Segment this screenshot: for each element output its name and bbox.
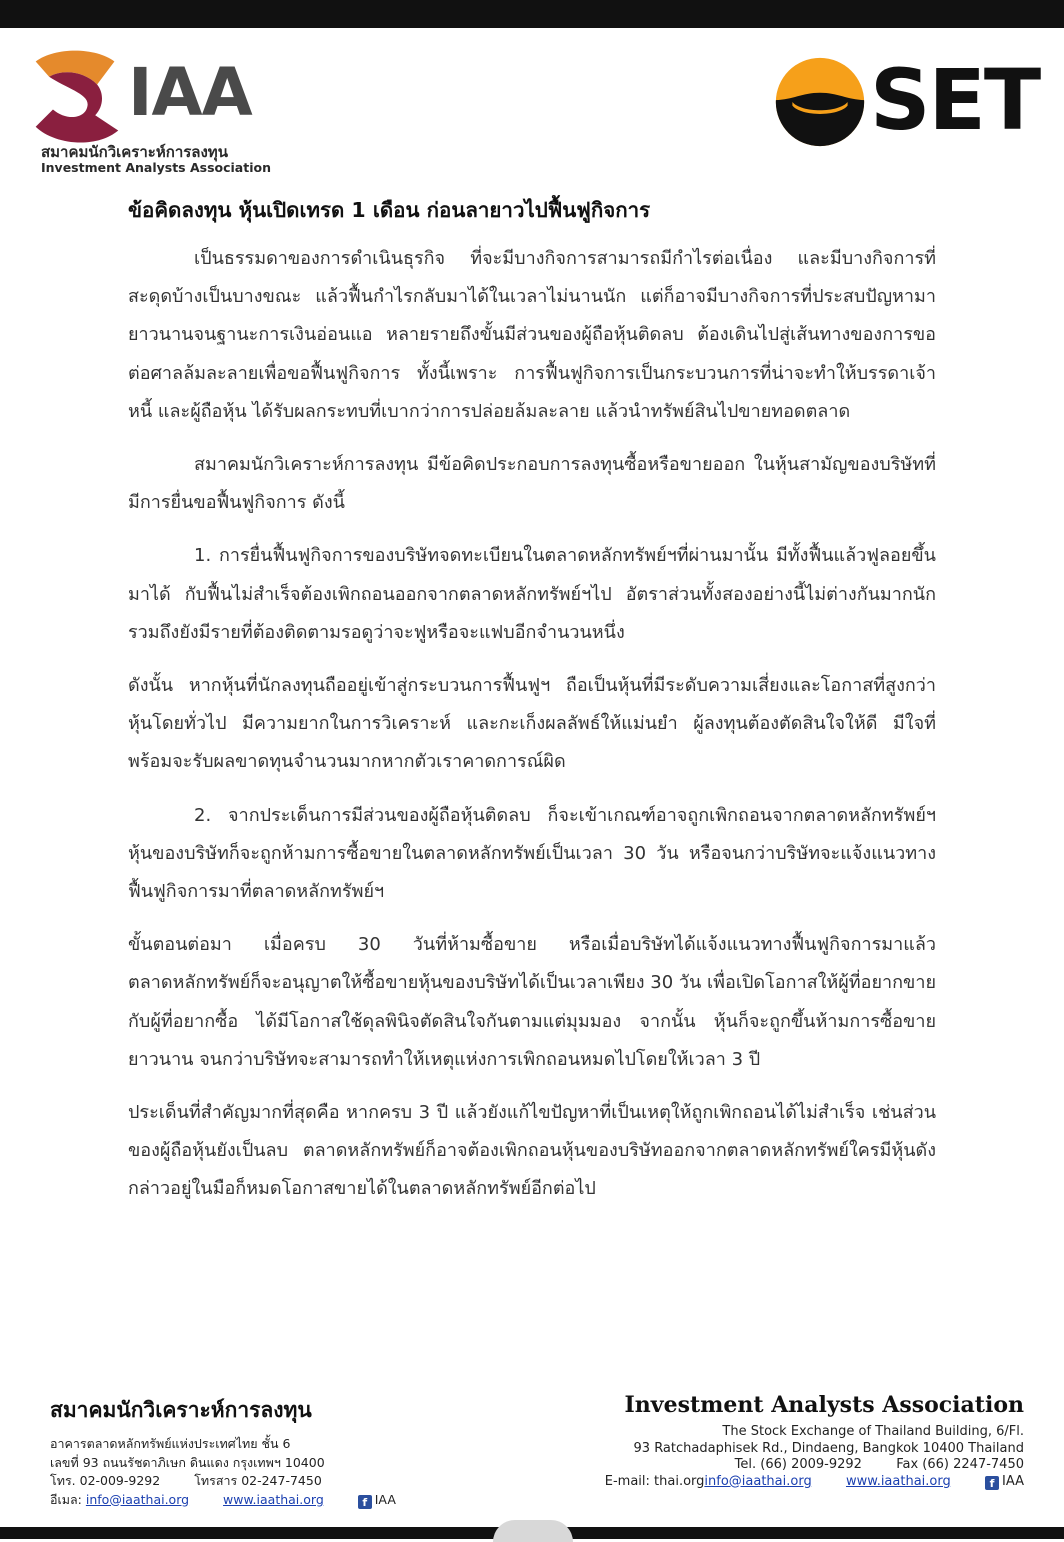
footer-thai-contact bbox=[50, 1472, 470, 1491]
footer-english-address-1: The Stock Exchange of Thailand Building, 6/Fl. bbox=[722, 1424, 1024, 1439]
footer-thai-fax: โทรสาร 02-247-7450 bbox=[194, 1473, 322, 1488]
footer-english-fax: Fax (66) 2247-7450 bbox=[896, 1457, 1024, 1472]
footer-english-tel: Tel. (66) 2009-9292 bbox=[734, 1457, 862, 1472]
paragraph: ดังนั้น หากหุ้นที่นักลงทุนถืออยู่เข้าสู่กระบวนการฟื้นฟูฯ ถือเป็นหุ้นที่มีระดับความเสี่ยงและโอกาสที่สูงกว่าหุ้นโดยทั่วไป มีความยากในการวิเคราะห์ และกะเก็งผลลัพธ์ให้แม่นยำ ผู้ลงทุนต้องตัดสินใจให้ดี มีใจที่พร้อมจะรับผลขาดทุนจำนวนมากหากตัวเราคาดการณ์ผิด bbox=[128, 675, 936, 773]
footer-thai-phone: โทร. 02-009-9292 bbox=[50, 1473, 161, 1488]
paragraph: สมาคมนักวิเคราะห์การลงทุน มีข้อคิดประกอบการลงทุนซื้อหรือขายออก ในหุ้นสามัญของบริษัทที่มีการยื่นขอฟื้นฟูกิจการ ดังนี้ bbox=[128, 454, 936, 514]
footer-thai-email-link[interactable]: info@iaathai.org bbox=[85, 1491, 190, 1507]
footer-english-email-label: E-mail: thai.org bbox=[604, 1473, 705, 1489]
iaa-english-name: Investment Analysts Association bbox=[41, 160, 271, 175]
footer-thai-address-2: เลขที่ 93 ถนนรัชดาภิเษก ดินแดง กรุงเทพฯ 10400 bbox=[50, 1454, 325, 1470]
set-logo-mark-icon bbox=[774, 56, 866, 148]
footer-thai bbox=[50, 1394, 470, 1509]
footer-english-address-2: 93 Ratchadaphisek Rd., Dindaeng, Bangkok 10400 Thailand bbox=[633, 1440, 1024, 1456]
footer-thai-email-label: อีเมล: bbox=[50, 1491, 82, 1507]
footer-english-website-link[interactable]: www.iaathai.org bbox=[845, 1473, 951, 1489]
footer-thai-address-1: อาคารตลาดหลักทรัพย์แห่งประเทศไทย ชั้น 6 bbox=[50, 1436, 291, 1451]
footer-english-online bbox=[564, 1474, 1024, 1491]
document-body bbox=[128, 192, 936, 1224]
footer-thai-website-link[interactable]: www.iaathai.org bbox=[223, 1491, 324, 1507]
set-logo bbox=[774, 51, 1040, 149]
iaa-logo bbox=[28, 48, 271, 178]
iaa-logo-text: IAA bbox=[128, 54, 252, 131]
footer-english-email-link[interactable]: info@iaathai.org bbox=[704, 1473, 812, 1489]
footer-thai-online bbox=[50, 1491, 470, 1510]
footer-english-name: Investment Analysts Association bbox=[624, 1392, 1024, 1418]
footer-english-facebook[interactable]: IAA bbox=[1002, 1473, 1024, 1489]
paragraph: เป็นธรรมดาของการดำเนินธุรกิจ ที่จะมีบางกิจการสามารถมีกำไรต่อเนื่อง และมีบางกิจการที่สะดุดบ้างเป็นบางขณะ แล้วฟื้นกำไรกลับมาได้ในเวลาไม่นานนัก แต่ก็อาจมีบางกิจการที่ประสบปัญหามายาวนานจนฐานะการเงินอ่อนแอ หลายรายถึงขั้นมีส่วนของผู้ถือหุ้นติดลบ ต้องเดินไปสู่เส้นทางของการขอต่อศาลล้มละลายเพื่อขอฟื้นฟูกิจการ ทั้งนี้เพราะ การฟื้นฟูกิจการเป็นกระบวนการที่น่าจะทำให้บรรดาเจ้าหนี้ และผู้ถือหุ้น ได้รับผลกระทบที่เบากว่าการปล่อยล้มละลาย แล้วนำทรัพย์สินไปขายทอดตลาด bbox=[128, 248, 936, 422]
paragraph: ประเด็นที่สำคัญมากที่สุดคือ หากครบ 3 ปี แล้วยังแก้ไขปัญหาที่เป็นเหตุให้ถูกเพิกถอนได้ไม่สำเร็จ เช่นส่วนของผู้ถือหุ้นยังเป็นลบ ตลาดหลักทรัพย์ก็อาจต้องเพิกถอนหุ้นของบริษัทออกจากตลาดหลักทรัพย์ใครมีหุ้นดังกล่าวอยู่ในมือก็หมดโอกาสขายได้ในตลาดหลักทรัพย์อีกต่อไป bbox=[128, 1102, 936, 1200]
paragraph: 1. การยื่นฟื้นฟูกิจการของบริษัทจดทะเบียนในตลาดหลักทรัพย์ฯที่ผ่านมานั้น มีทั้งฟื้นแล้วฟูลอยขึ้นมาได้ กับฟื้นไม่สำเร็จต้องเพิกถอนออกจากตลาดหลักทรัพย์ฯไป อัตราส่วนทั้งสองอย่างนี้ไม่ต่างกันมากนัก รวมถึงยังมีรายที่ต้องติดตามรอดูว่าจะฟูหรือจะแฟบอีกจำนวนหนึ่ง bbox=[128, 545, 936, 643]
document-title: ข้อคิดลงทุน หุ้นเปิดเทรด 1 เดือน ก่อนลายาวไปฟื้นฟูกิจการ bbox=[128, 198, 651, 222]
set-logo-text: SET bbox=[870, 51, 1040, 149]
footer-english bbox=[564, 1392, 1024, 1490]
footer-thai-facebook[interactable]: IAA bbox=[374, 1491, 396, 1507]
top-bar bbox=[0, 0, 1064, 28]
facebook-icon[interactable]: f bbox=[358, 1495, 372, 1509]
iaa-logo-mark-icon bbox=[28, 48, 124, 144]
facebook-icon[interactable]: f bbox=[985, 1476, 999, 1490]
footer-thai-name: สมาคมนักวิเคราะห์การลงทุน bbox=[50, 1398, 312, 1422]
iaa-thai-name: สมาคมนักวิเคราะห์การลงทุน bbox=[41, 143, 228, 161]
paragraph: 2. จากประเด็นการมีส่วนของผู้ถือหุ้นติดลบ ก็จะเข้าเกณฑ์อาจถูกเพิกถอนจากตลาดหลักทรัพย์ฯ หุ้นของบริษัทก็จะถูกห้ามการซื้อขายในตลาดหลักทรัพย์เป็นเวลา 30 วัน หรือจนกว่าบริษัทจะแจ้งแนวทางฟื้นฟูกิจการมาที่ตลาดหลักทรัพย์ฯ bbox=[128, 804, 936, 903]
paragraph: ขั้นตอนต่อมา เมื่อครบ 30 วันที่ห้ามซื้อขาย หรือเมื่อบริษัทได้แจ้งแนวทางฟื้นฟูกิจการมาแล้วตลาดหลักทรัพย์ก็จะอนุญาตให้ซื้อขายหุ้นของบริษัทได้เป็นเวลาเพียง 30 วัน เพื่อเปิดโอกาสให้ผู้ที่อยากขายกับผู้ที่อยากซื้อ ได้มีโอกาสใช้ดุลพินิจตัดสินใจกันตามแต่มุมมอง จากนั้น หุ้นก็จะถูกขึ้นห้ามการซื้อขายยาวนาน จนกว่าบริษัทจะสามารถทำให้เหตุแห่งการเพิกถอนหมดไปโดยให้เวลา 3 ปี bbox=[128, 934, 936, 1070]
footer-english-contact bbox=[564, 1457, 1024, 1474]
